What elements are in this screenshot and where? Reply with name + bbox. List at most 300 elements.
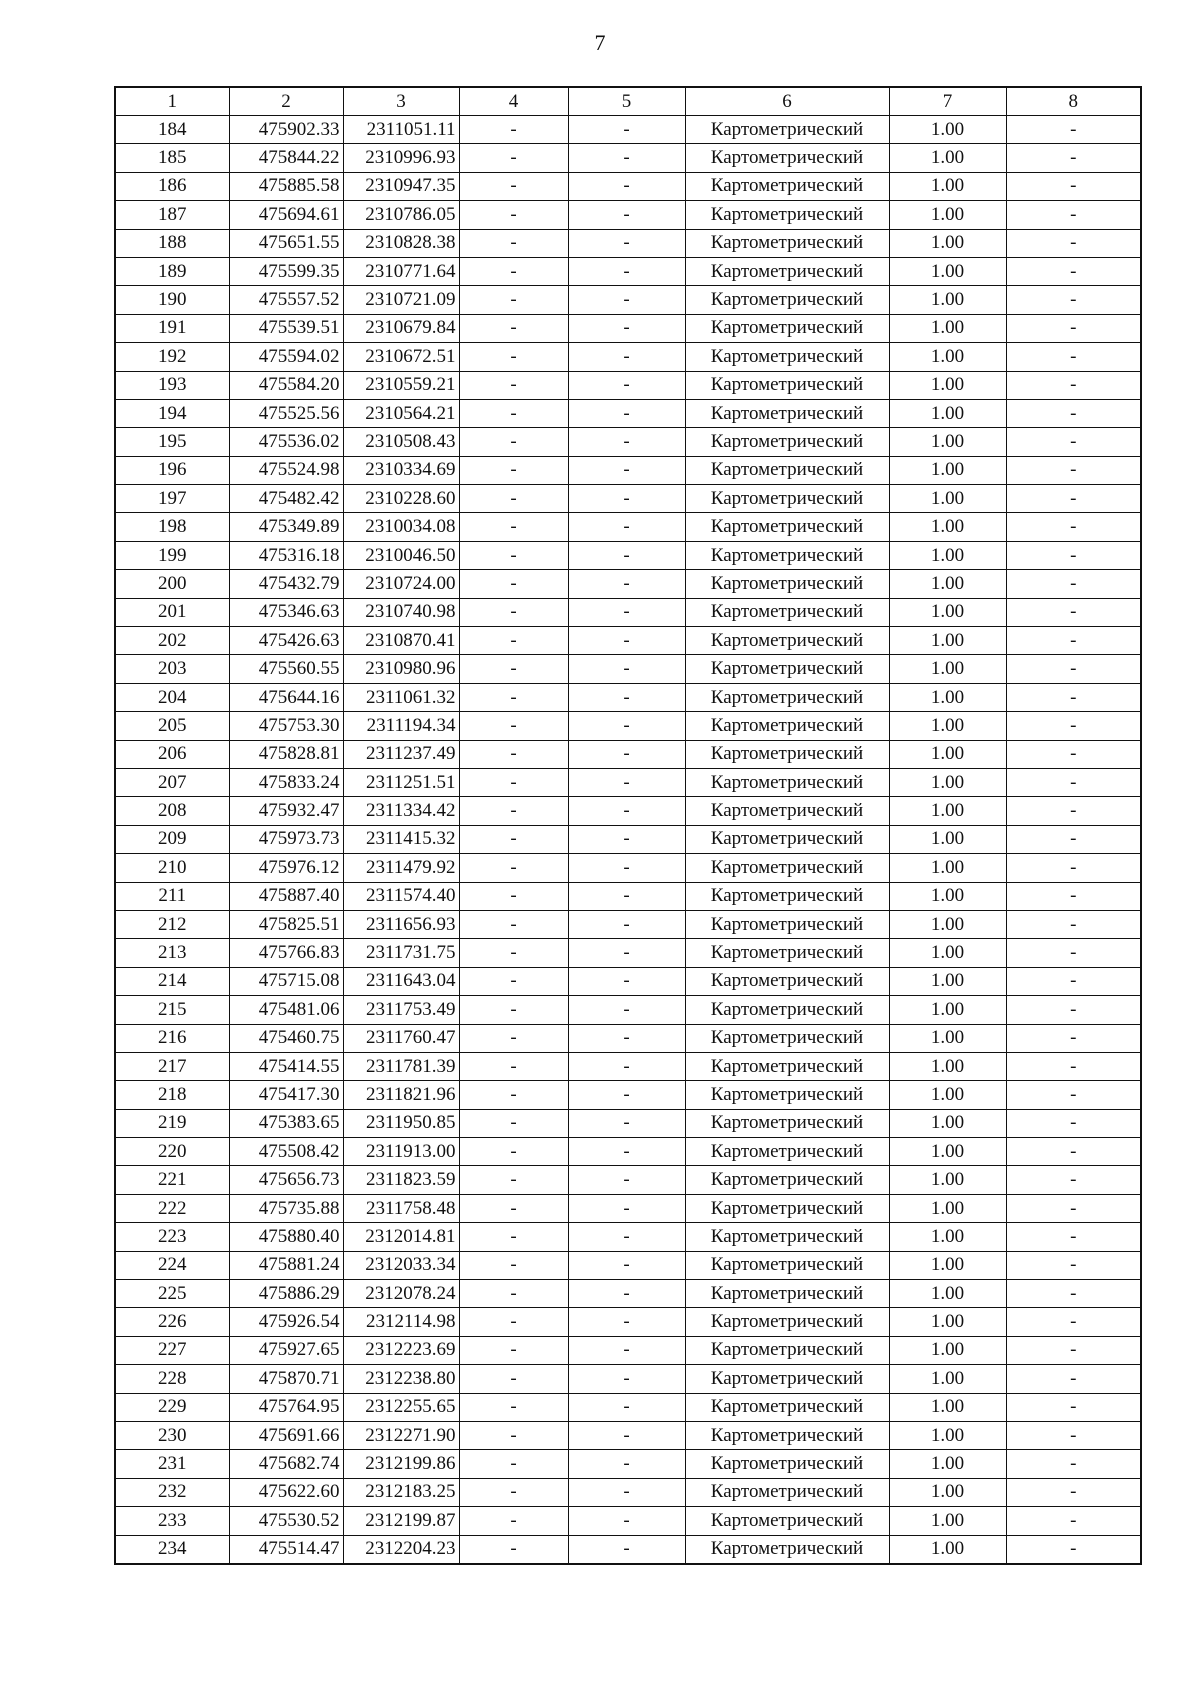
point-number-cell: 211 [115,882,229,910]
table-row [115,1421,1141,1449]
y-coordinate-cell: 2310679.84 [343,314,459,342]
point-number-cell: 186 [115,172,229,200]
x-coordinate-cell: 475508.42 [229,1138,343,1166]
method-cell: Картометрический [685,1024,889,1052]
col8-cell: - [1006,882,1141,910]
table-row [115,939,1141,967]
accuracy-cell: 1.00 [889,1194,1006,1222]
col4-cell: - [459,655,568,683]
col5-cell: - [568,1138,685,1166]
col4-cell: - [459,428,568,456]
x-coordinate-cell: 475764.95 [229,1393,343,1421]
y-coordinate-cell: 2311781.39 [343,1052,459,1080]
col8-cell: - [1006,116,1141,144]
accuracy-cell: 1.00 [889,1393,1006,1421]
method-cell: Картометрический [685,1052,889,1080]
x-coordinate-cell: 475481.06 [229,996,343,1024]
col4-cell: - [459,683,568,711]
x-coordinate-cell: 475932.47 [229,797,343,825]
accuracy-cell: 1.00 [889,768,1006,796]
method-cell: Картометрический [685,1308,889,1336]
col8-cell: - [1006,456,1141,484]
table-row [115,882,1141,910]
table-row [115,996,1141,1024]
table-body [115,116,1141,1564]
table-row [115,1308,1141,1336]
y-coordinate-cell: 2310870.41 [343,627,459,655]
y-coordinate-cell: 2310508.43 [343,428,459,456]
y-coordinate-cell: 2312014.81 [343,1223,459,1251]
col4-cell: - [459,116,568,144]
point-number-cell: 190 [115,286,229,314]
point-number-cell: 205 [115,712,229,740]
col8-cell: - [1006,740,1141,768]
col4-cell: - [459,712,568,740]
col4-cell: - [459,996,568,1024]
col4-cell: - [459,825,568,853]
table-row [115,1535,1141,1564]
col4-cell: - [459,854,568,882]
method-cell: Картометрический [685,655,889,683]
table-row [115,1478,1141,1506]
point-number-cell: 202 [115,627,229,655]
method-cell: Картометрический [685,172,889,200]
table-row [115,825,1141,853]
col8-cell: - [1006,1365,1141,1393]
method-cell: Картометрический [685,1421,889,1449]
col8-cell: - [1006,1336,1141,1364]
table-row [115,428,1141,456]
accuracy-cell: 1.00 [889,1024,1006,1052]
accuracy-cell: 1.00 [889,1478,1006,1506]
point-number-cell: 187 [115,201,229,229]
accuracy-cell: 1.00 [889,1280,1006,1308]
col8-cell: - [1006,1138,1141,1166]
method-cell: Картометрический [685,797,889,825]
col4-cell: - [459,1280,568,1308]
col5-cell: - [568,201,685,229]
col5-cell: - [568,712,685,740]
coordinates-table [114,86,1142,1565]
method-cell: Картометрический [685,1166,889,1194]
col8-cell: - [1006,655,1141,683]
method-cell: Картометрический [685,570,889,598]
column-header: 6 [685,87,889,116]
col5-cell: - [568,1052,685,1080]
table-row [115,1393,1141,1421]
col5-cell: - [568,854,685,882]
y-coordinate-cell: 2311656.93 [343,910,459,938]
method-cell: Картометрический [685,286,889,314]
point-number-cell: 229 [115,1393,229,1421]
accuracy-cell: 1.00 [889,257,1006,285]
point-number-cell: 210 [115,854,229,882]
x-coordinate-cell: 475346.63 [229,598,343,626]
table-header [115,87,1141,116]
col8-cell: - [1006,314,1141,342]
col5-cell: - [568,456,685,484]
point-number-cell: 215 [115,996,229,1024]
column-header: 5 [568,87,685,116]
accuracy-cell: 1.00 [889,854,1006,882]
col5-cell: - [568,598,685,626]
accuracy-cell: 1.00 [889,1308,1006,1336]
col4-cell: - [459,1081,568,1109]
col5-cell: - [568,371,685,399]
y-coordinate-cell: 2311479.92 [343,854,459,882]
accuracy-cell: 1.00 [889,399,1006,427]
accuracy-cell: 1.00 [889,712,1006,740]
table-row [115,172,1141,200]
col5-cell: - [568,655,685,683]
point-number-cell: 221 [115,1166,229,1194]
accuracy-cell: 1.00 [889,740,1006,768]
col8-cell: - [1006,939,1141,967]
column-header: 8 [1006,87,1141,116]
accuracy-cell: 1.00 [889,172,1006,200]
y-coordinate-cell: 2312255.65 [343,1393,459,1421]
x-coordinate-cell: 475715.08 [229,967,343,995]
x-coordinate-cell: 475482.42 [229,485,343,513]
col5-cell: - [568,797,685,825]
table-row [115,1280,1141,1308]
col5-cell: - [568,1365,685,1393]
table-row [115,598,1141,626]
point-number-cell: 231 [115,1450,229,1478]
method-cell: Картометрический [685,1223,889,1251]
y-coordinate-cell: 2311334.42 [343,797,459,825]
col4-cell: - [459,570,568,598]
col5-cell: - [568,570,685,598]
col4-cell: - [459,229,568,257]
table-row [115,967,1141,995]
y-coordinate-cell: 2312271.90 [343,1421,459,1449]
accuracy-cell: 1.00 [889,1138,1006,1166]
accuracy-cell: 1.00 [889,513,1006,541]
page-number: 7 [594,30,606,55]
col5-cell: - [568,1081,685,1109]
x-coordinate-cell: 475766.83 [229,939,343,967]
accuracy-cell: 1.00 [889,1251,1006,1279]
col4-cell: - [459,1194,568,1222]
accuracy-cell: 1.00 [889,1223,1006,1251]
x-coordinate-cell: 475316.18 [229,541,343,569]
accuracy-cell: 1.00 [889,598,1006,626]
method-cell: Картометрический [685,314,889,342]
col4-cell: - [459,172,568,200]
x-coordinate-cell: 475976.12 [229,854,343,882]
column-header: 1 [115,87,229,116]
col8-cell: - [1006,513,1141,541]
x-coordinate-cell: 475530.52 [229,1507,343,1535]
col8-cell: - [1006,910,1141,938]
col4-cell: - [459,740,568,768]
col4-cell: - [459,1365,568,1393]
col5-cell: - [568,825,685,853]
col4-cell: - [459,1166,568,1194]
method-cell: Картометрический [685,1251,889,1279]
point-number-cell: 230 [115,1421,229,1449]
col8-cell: - [1006,854,1141,882]
col4-cell: - [459,513,568,541]
x-coordinate-cell: 475887.40 [229,882,343,910]
table-row [115,910,1141,938]
accuracy-cell: 1.00 [889,1336,1006,1364]
col4-cell: - [459,1478,568,1506]
table-row [115,1109,1141,1137]
accuracy-cell: 1.00 [889,570,1006,598]
point-number-cell: 224 [115,1251,229,1279]
col8-cell: - [1006,371,1141,399]
y-coordinate-cell: 2311758.48 [343,1194,459,1222]
col8-cell: - [1006,1223,1141,1251]
col8-cell: - [1006,1109,1141,1137]
col5-cell: - [568,996,685,1024]
col5-cell: - [568,229,685,257]
y-coordinate-cell: 2312114.98 [343,1308,459,1336]
table-row [115,343,1141,371]
accuracy-cell: 1.00 [889,996,1006,1024]
col8-cell: - [1006,768,1141,796]
point-number-cell: 198 [115,513,229,541]
table-row [115,513,1141,541]
method-cell: Картометрический [685,712,889,740]
point-number-cell: 208 [115,797,229,825]
table-row [115,456,1141,484]
point-number-cell: 189 [115,257,229,285]
point-number-cell: 185 [115,144,229,172]
point-number-cell: 214 [115,967,229,995]
col4-cell: - [459,314,568,342]
col4-cell: - [459,1251,568,1279]
col4-cell: - [459,257,568,285]
y-coordinate-cell: 2310334.69 [343,456,459,484]
method-cell: Картометрический [685,1081,889,1109]
col5-cell: - [568,1109,685,1137]
point-number-cell: 188 [115,229,229,257]
method-cell: Картометрический [685,144,889,172]
point-number-cell: 213 [115,939,229,967]
accuracy-cell: 1.00 [889,797,1006,825]
y-coordinate-cell: 2310740.98 [343,598,459,626]
x-coordinate-cell: 475536.02 [229,428,343,456]
col4-cell: - [459,1024,568,1052]
y-coordinate-cell: 2310786.05 [343,201,459,229]
table-row [115,1223,1141,1251]
y-coordinate-cell: 2312033.34 [343,1251,459,1279]
table-row [115,712,1141,740]
col5-cell: - [568,1478,685,1506]
column-header: 7 [889,87,1006,116]
table-row [115,541,1141,569]
accuracy-cell: 1.00 [889,229,1006,257]
method-cell: Картометрический [685,996,889,1024]
x-coordinate-cell: 475524.98 [229,456,343,484]
y-coordinate-cell: 2312199.86 [343,1450,459,1478]
y-coordinate-cell: 2311051.11 [343,116,459,144]
col5-cell: - [568,485,685,513]
method-cell: Картометрический [685,428,889,456]
accuracy-cell: 1.00 [889,116,1006,144]
col4-cell: - [459,1052,568,1080]
col4-cell: - [459,1450,568,1478]
x-coordinate-cell: 475594.02 [229,343,343,371]
point-number-cell: 200 [115,570,229,598]
column-header: 2 [229,87,343,116]
col8-cell: - [1006,541,1141,569]
x-coordinate-cell: 475735.88 [229,1194,343,1222]
point-number-cell: 193 [115,371,229,399]
y-coordinate-cell: 2311061.32 [343,683,459,711]
col4-cell: - [459,485,568,513]
col4-cell: - [459,910,568,938]
method-cell: Картометрический [685,456,889,484]
y-coordinate-cell: 2312183.25 [343,1478,459,1506]
x-coordinate-cell: 475844.22 [229,144,343,172]
y-coordinate-cell: 2310034.08 [343,513,459,541]
y-coordinate-cell: 2310564.21 [343,399,459,427]
accuracy-cell: 1.00 [889,1365,1006,1393]
y-coordinate-cell: 2311753.49 [343,996,459,1024]
point-number-cell: 201 [115,598,229,626]
method-cell: Картометрический [685,627,889,655]
col5-cell: - [568,1308,685,1336]
point-number-cell: 212 [115,910,229,938]
col8-cell: - [1006,1081,1141,1109]
method-cell: Картометрический [685,485,889,513]
point-number-cell: 207 [115,768,229,796]
method-cell: Картометрический [685,399,889,427]
table-row [115,371,1141,399]
table-row [115,1052,1141,1080]
x-coordinate-cell: 475833.24 [229,768,343,796]
x-coordinate-cell: 475881.24 [229,1251,343,1279]
col8-cell: - [1006,1166,1141,1194]
accuracy-cell: 1.00 [889,655,1006,683]
table-row [115,1365,1141,1393]
x-coordinate-cell: 475691.66 [229,1421,343,1449]
y-coordinate-cell: 2312223.69 [343,1336,459,1364]
point-number-cell: 232 [115,1478,229,1506]
accuracy-cell: 1.00 [889,882,1006,910]
x-coordinate-cell: 475414.55 [229,1052,343,1080]
column-header: 4 [459,87,568,116]
x-coordinate-cell: 475694.61 [229,201,343,229]
point-number-cell: 216 [115,1024,229,1052]
point-number-cell: 209 [115,825,229,853]
col5-cell: - [568,1507,685,1535]
col8-cell: - [1006,286,1141,314]
method-cell: Картометрический [685,371,889,399]
col8-cell: - [1006,797,1141,825]
col8-cell: - [1006,1194,1141,1222]
y-coordinate-cell: 2311415.32 [343,825,459,853]
col5-cell: - [568,541,685,569]
method-cell: Картометрический [685,1336,889,1364]
accuracy-cell: 1.00 [889,1109,1006,1137]
point-number-cell: 227 [115,1336,229,1364]
y-coordinate-cell: 2310046.50 [343,541,459,569]
point-number-cell: 219 [115,1109,229,1137]
col5-cell: - [568,1450,685,1478]
header-row [115,87,1141,116]
table-row [115,314,1141,342]
method-cell: Картометрический [685,257,889,285]
table-row [115,229,1141,257]
col5-cell: - [568,116,685,144]
table-row [115,485,1141,513]
col8-cell: - [1006,683,1141,711]
col8-cell: - [1006,1535,1141,1564]
accuracy-cell: 1.00 [889,1081,1006,1109]
col5-cell: - [568,910,685,938]
y-coordinate-cell: 2310996.93 [343,144,459,172]
col5-cell: - [568,314,685,342]
x-coordinate-cell: 475514.47 [229,1535,343,1564]
x-coordinate-cell: 475644.16 [229,683,343,711]
col5-cell: - [568,286,685,314]
method-cell: Картометрический [685,939,889,967]
method-cell: Картометрический [685,1450,889,1478]
x-coordinate-cell: 475599.35 [229,257,343,285]
x-coordinate-cell: 475460.75 [229,1024,343,1052]
col5-cell: - [568,882,685,910]
table-row [115,1194,1141,1222]
method-cell: Картометрический [685,1109,889,1137]
x-coordinate-cell: 475927.65 [229,1336,343,1364]
accuracy-cell: 1.00 [889,144,1006,172]
method-cell: Картометрический [685,768,889,796]
table-row [115,286,1141,314]
col8-cell: - [1006,144,1141,172]
col4-cell: - [459,1393,568,1421]
x-coordinate-cell: 475651.55 [229,229,343,257]
method-cell: Картометрический [685,854,889,882]
accuracy-cell: 1.00 [889,1421,1006,1449]
point-number-cell: 228 [115,1365,229,1393]
col8-cell: - [1006,229,1141,257]
x-coordinate-cell: 475902.33 [229,116,343,144]
table-row [115,257,1141,285]
table-row [115,1450,1141,1478]
col8-cell: - [1006,485,1141,513]
col5-cell: - [568,257,685,285]
x-coordinate-cell: 475886.29 [229,1280,343,1308]
col8-cell: - [1006,825,1141,853]
method-cell: Картометрический [685,910,889,938]
accuracy-cell: 1.00 [889,485,1006,513]
col8-cell: - [1006,343,1141,371]
accuracy-cell: 1.00 [889,1535,1006,1564]
col5-cell: - [568,399,685,427]
col4-cell: - [459,939,568,967]
y-coordinate-cell: 2311821.96 [343,1081,459,1109]
col5-cell: - [568,939,685,967]
table-row [115,1081,1141,1109]
col8-cell: - [1006,1393,1141,1421]
table-row [115,1251,1141,1279]
col4-cell: - [459,797,568,825]
col8-cell: - [1006,428,1141,456]
y-coordinate-cell: 2311643.04 [343,967,459,995]
col8-cell: - [1006,967,1141,995]
table-row [115,201,1141,229]
method-cell: Картометрический [685,201,889,229]
x-coordinate-cell: 475870.71 [229,1365,343,1393]
col5-cell: - [568,1393,685,1421]
col8-cell: - [1006,201,1141,229]
y-coordinate-cell: 2310980.96 [343,655,459,683]
